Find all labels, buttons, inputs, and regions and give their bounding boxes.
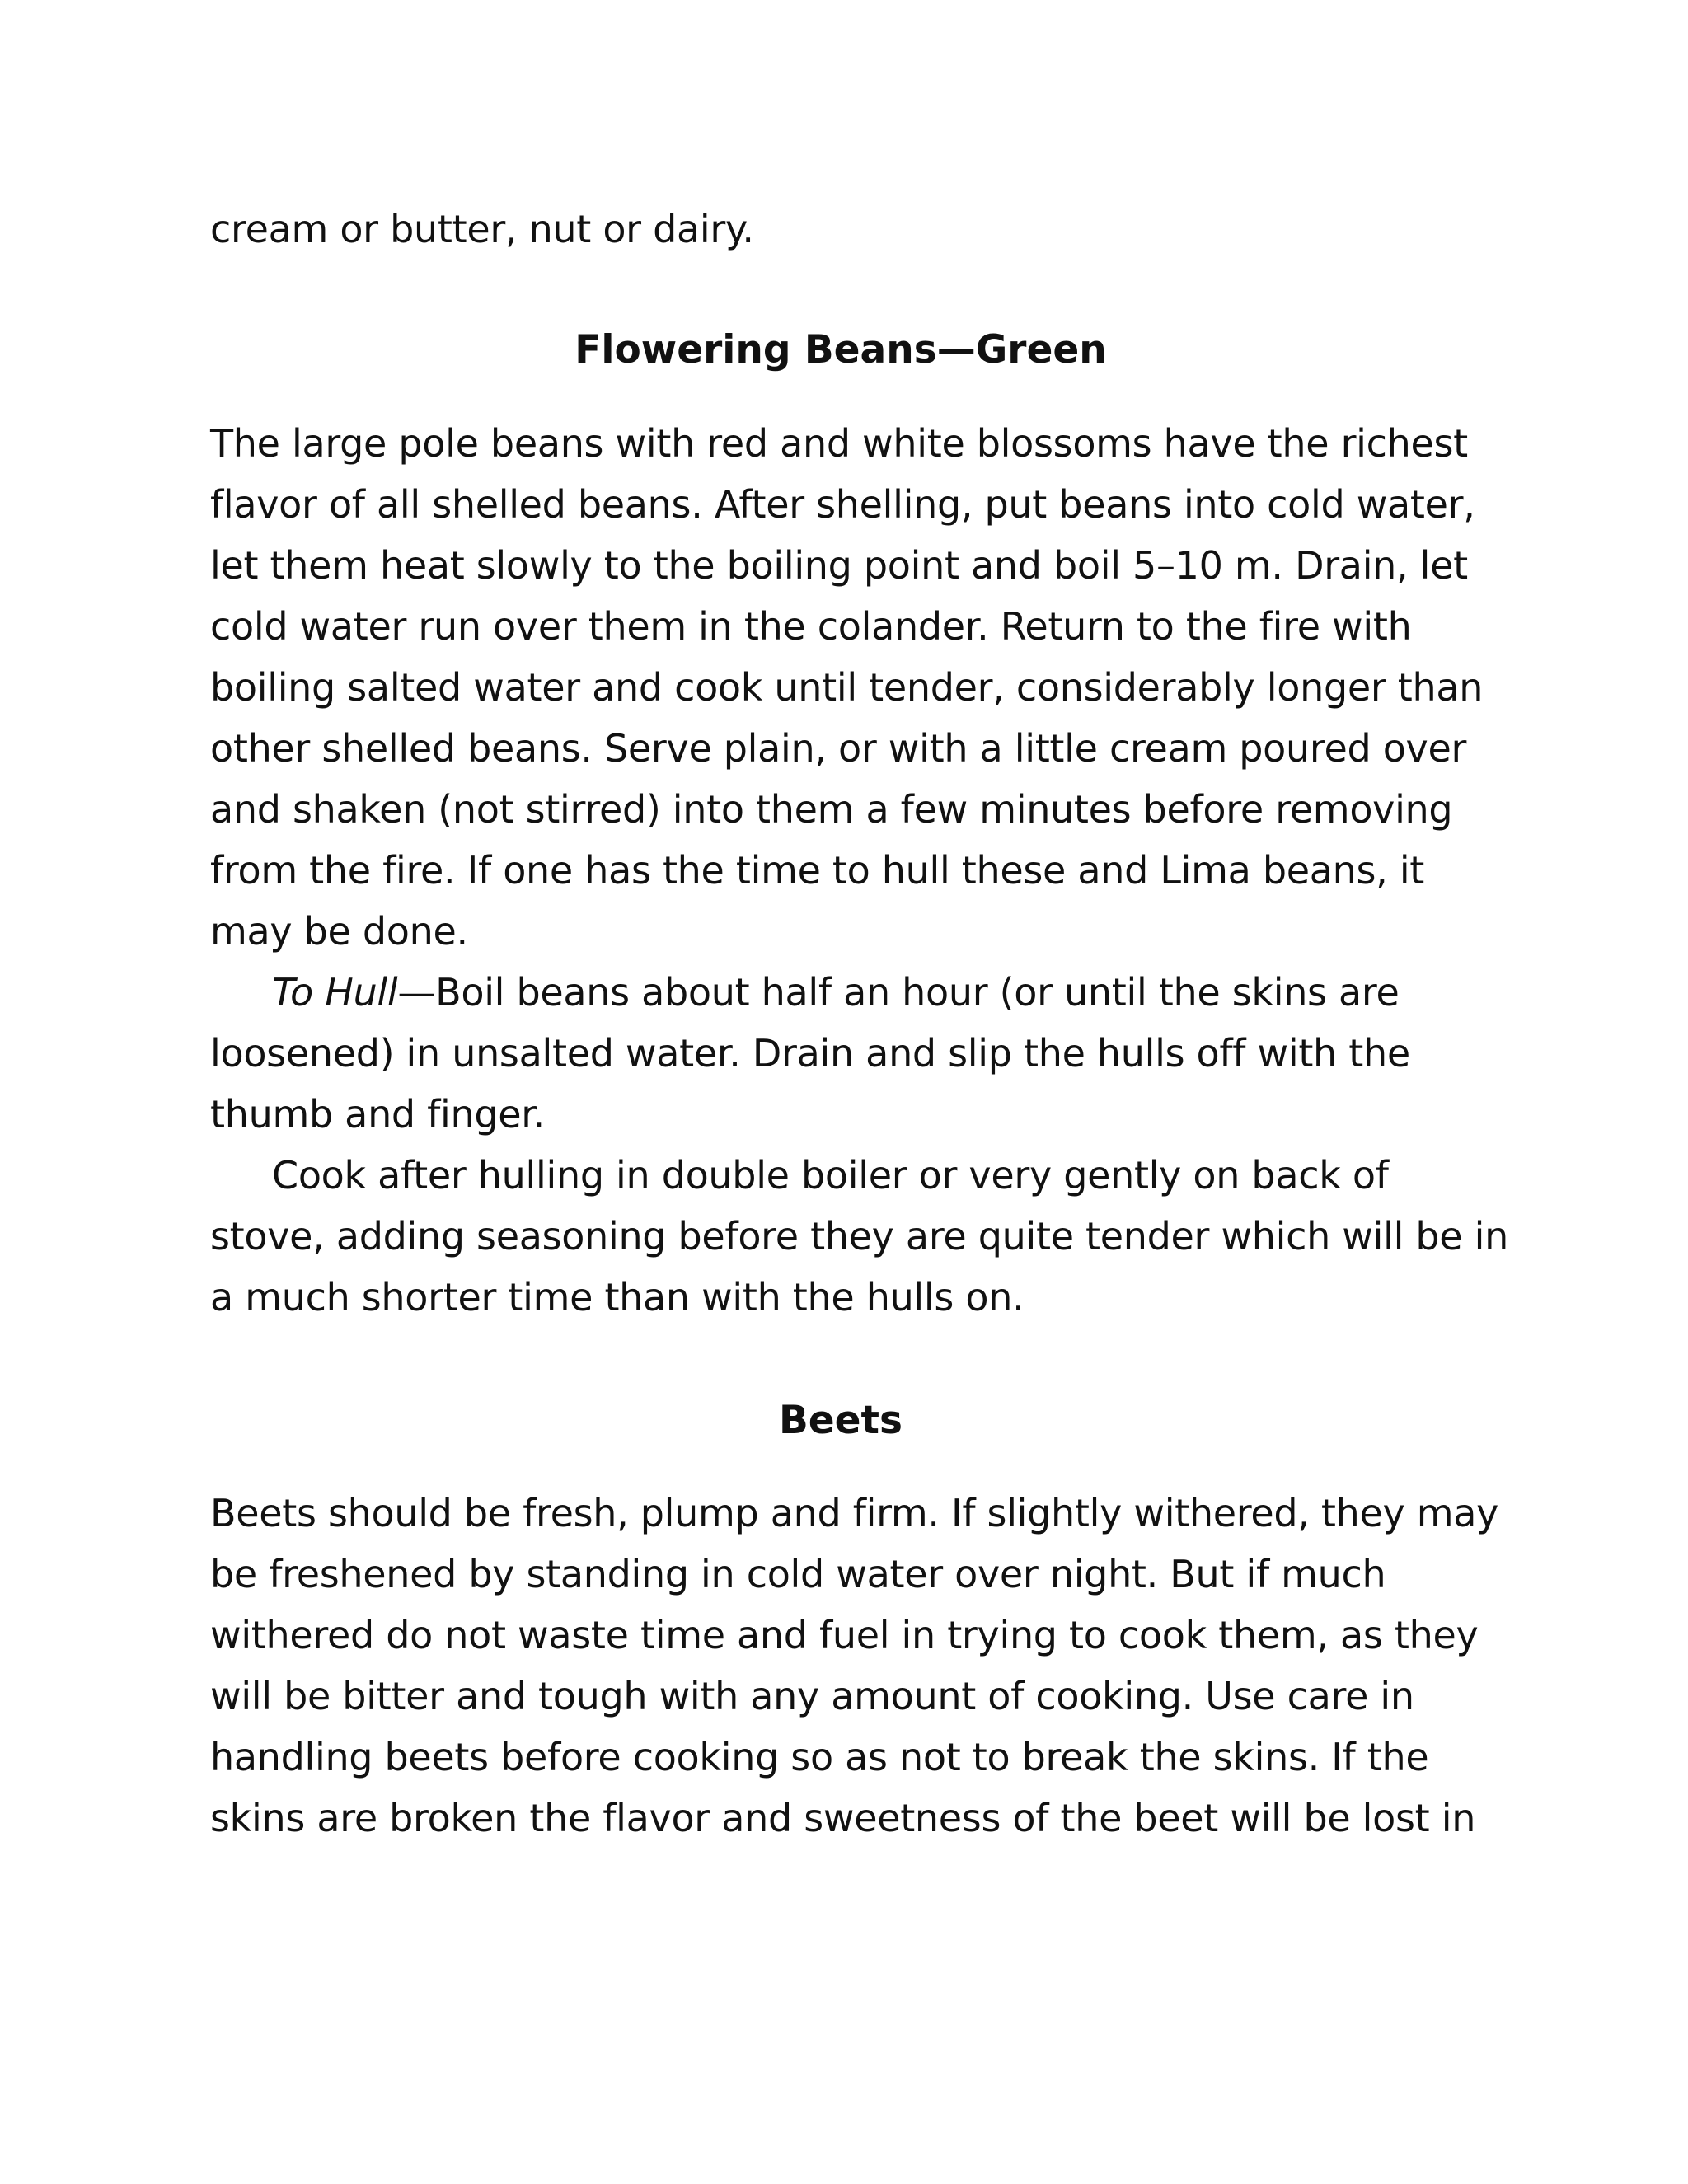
- paragraph-line: withered do not waste time and fuel in trying to cook them, as they: [210, 1613, 1479, 1657]
- paragraph-line: and shaken (not stirred) into them a few minutes before removing: [210, 787, 1453, 832]
- paragraph-line: thumb and finger.: [210, 1092, 545, 1137]
- carryover-text-line: cream or butter, nut or dairy.: [210, 207, 754, 251]
- paragraph-line: from the fire. If one has the time to hull these and Lima beans, it: [210, 848, 1425, 893]
- section-heading-beets: Beets: [778, 1398, 903, 1443]
- paragraph-line: will be bitter and tough with any amount of cooking. Use care in: [210, 1674, 1414, 1718]
- paragraph-line: loosened) in unsalted water. Drain and slip the hulls off with the: [210, 1031, 1410, 1076]
- paragraph-line: stove, adding seasoning before they are quite tender which will be in: [210, 1214, 1508, 1258]
- section-heading-flowering-beans: Flowering Beans—Green: [574, 327, 1107, 373]
- paragraph-line: other shelled beans. Serve plain, or with a little cream poured over: [210, 726, 1467, 771]
- paragraph-line: let them heat slowly to the boiling point and boil 5–10 m. Drain, let: [210, 543, 1468, 588]
- paragraph-line: boiling salted water and cook until tender, considerably longer than: [210, 665, 1484, 710]
- italic-lead-to-hull: To Hull: [272, 970, 398, 1015]
- paragraph-line: may be done.: [210, 909, 468, 954]
- paragraph-line: [272, 968, 1400, 1017]
- paragraph-line-rest: —Boil beans about half an hour (or until the skins are: [397, 970, 1400, 1015]
- paragraph-line: handling beets before cooking so as not to break the skins. If the: [210, 1735, 1429, 1779]
- paragraph-line: Beets should be fresh, plump and firm. If slightly withered, they may: [210, 1491, 1499, 1535]
- paragraph-line: The large pole beans with red and white blossoms have the richest: [210, 421, 1468, 466]
- paragraph-line: a much shorter time than with the hulls on.: [210, 1275, 1025, 1319]
- paragraph-line: flavor of all shelled beans. After shelling, put beans into cold water,: [210, 482, 1475, 527]
- paragraph-line: skins are broken the flavor and sweetness of the beet will be lost in: [210, 1796, 1476, 1840]
- paragraph-line: be freshened by standing in cold water over night. But if much: [210, 1552, 1386, 1596]
- paragraph-line: cold water run over them in the colander. Return to the fire with: [210, 604, 1412, 649]
- paragraph-line: Cook after hulling in double boiler or very gently on back of: [272, 1153, 1389, 1197]
